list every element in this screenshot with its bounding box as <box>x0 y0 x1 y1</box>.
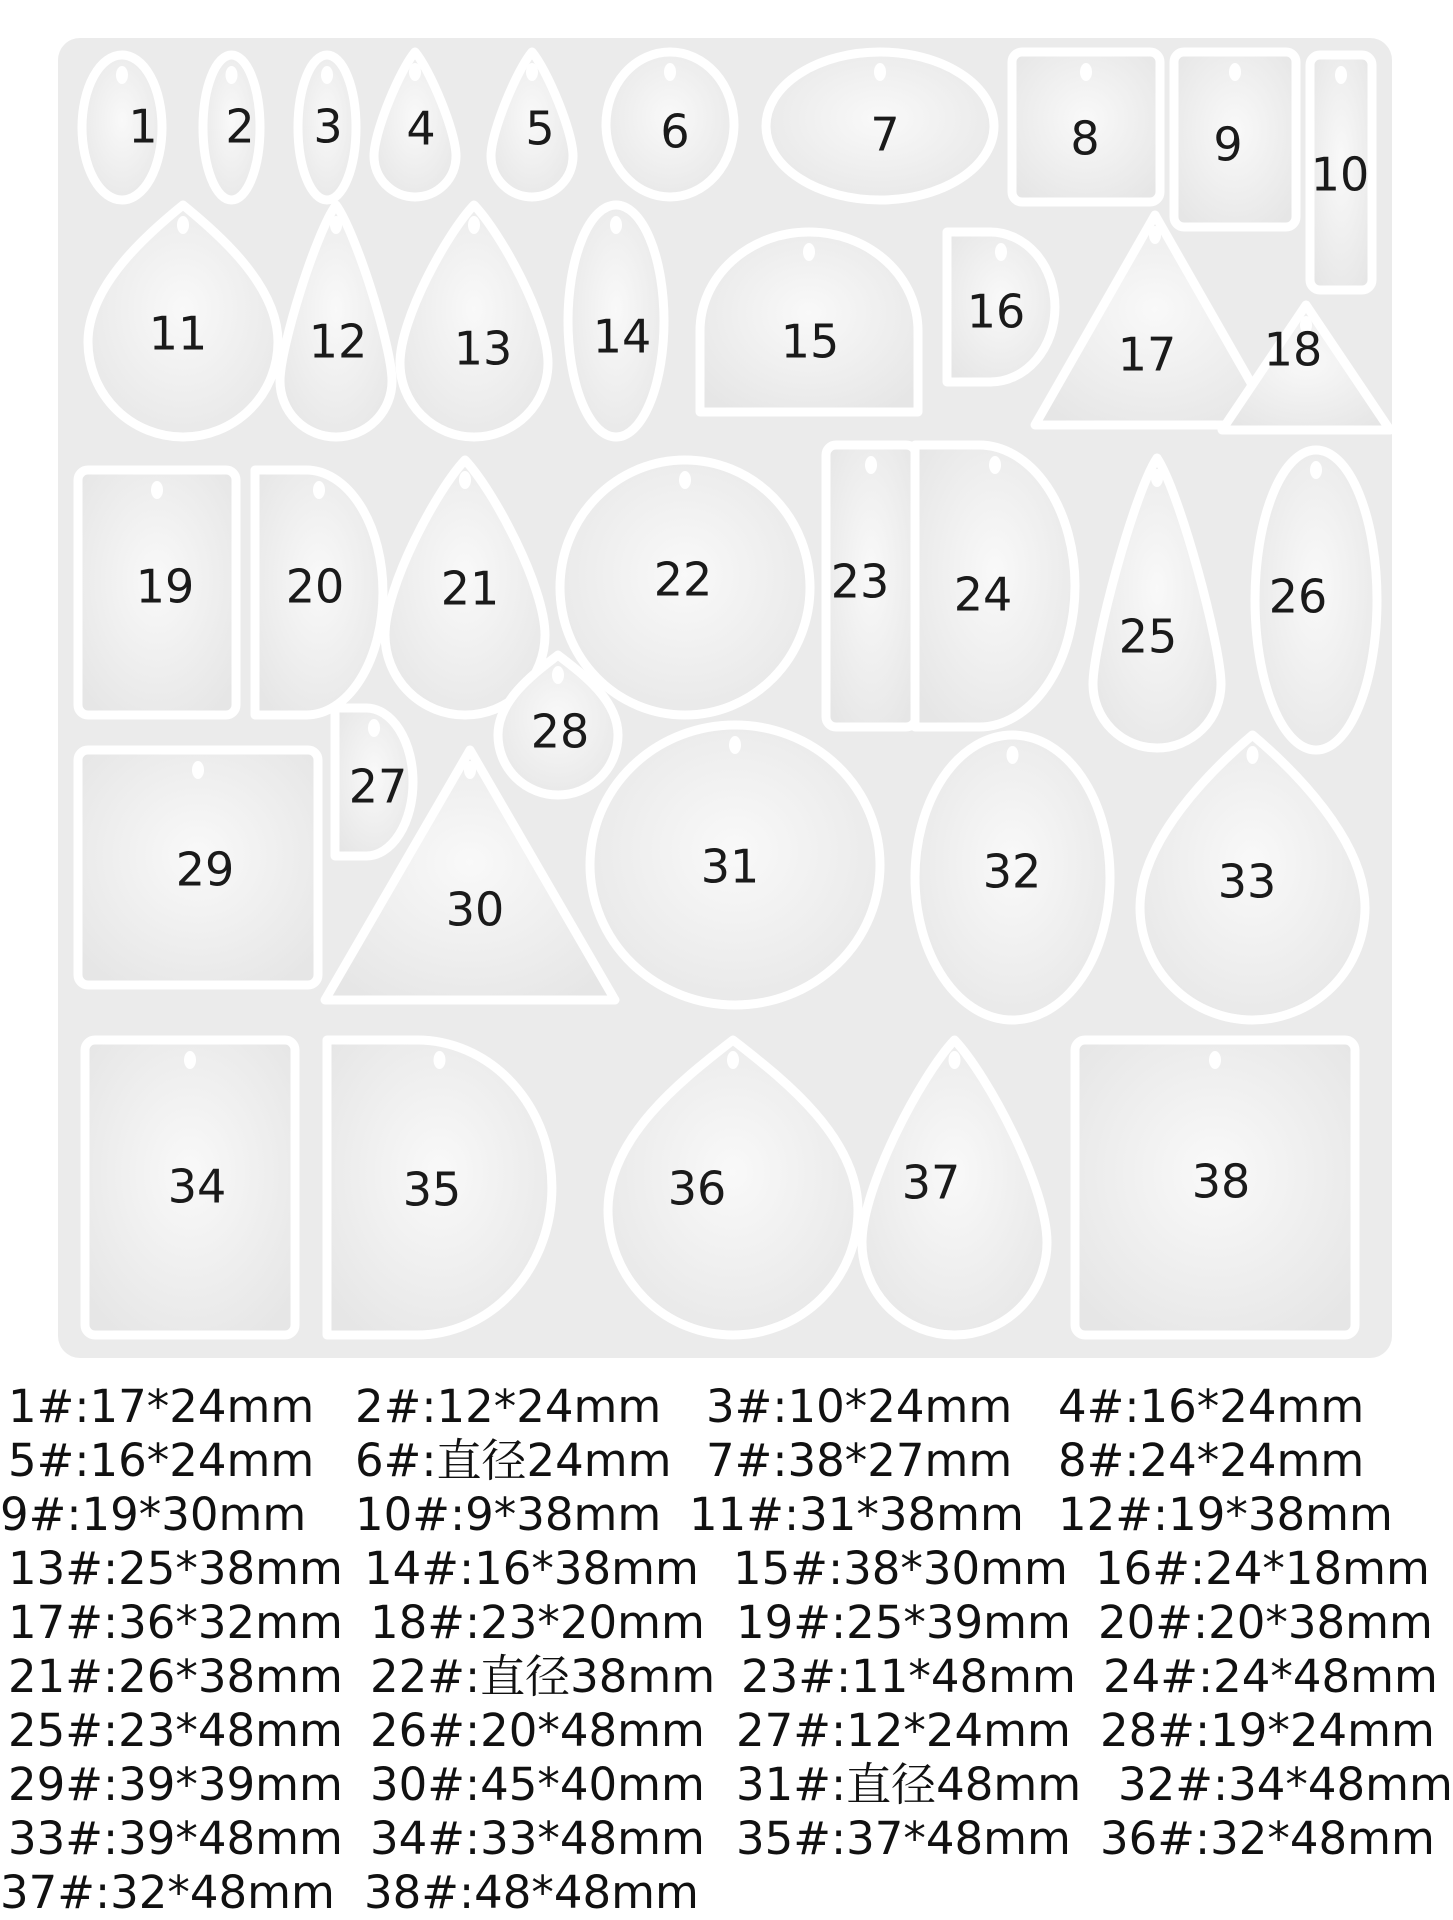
cavity-6 <box>606 52 734 197</box>
spec-item: 11#:31*38mm <box>689 1488 1024 1541</box>
cavity-2 <box>203 55 260 200</box>
cavity-3 <box>298 55 356 200</box>
spec-item: 28#:19*24mm <box>1100 1704 1435 1757</box>
spec-item: 35#:37*48mm <box>736 1812 1071 1865</box>
hanging-hole <box>865 456 877 474</box>
hanging-hole <box>679 471 691 489</box>
spec-item: 9#:19*30mm <box>0 1488 307 1541</box>
cavity-number: 14 <box>592 309 652 364</box>
hanging-hole <box>727 1051 739 1069</box>
hanging-hole <box>803 243 815 261</box>
hanging-hole <box>1310 461 1322 479</box>
spec-item: 18#:23*20mm <box>370 1596 705 1649</box>
hanging-hole <box>1335 66 1347 84</box>
hanging-hole <box>226 66 238 84</box>
spec-item: 16#:24*18mm <box>1095 1542 1430 1595</box>
cavity-31 <box>590 725 880 1005</box>
cavity-number: 33 <box>1217 854 1277 909</box>
spec-item: 21#:26*38mm <box>8 1650 343 1703</box>
cavity-number: 11 <box>148 306 208 361</box>
spec-item: 20#:20*38mm <box>1098 1596 1433 1649</box>
spec-item: 6#:直径24mm <box>355 1434 672 1487</box>
hanging-hole <box>1151 469 1163 487</box>
cavity-24 <box>915 445 1075 727</box>
cavity-20 <box>255 470 383 715</box>
cavity-38 <box>1075 1040 1355 1335</box>
spec-item: 38#:48*48mm <box>364 1866 699 1919</box>
hanging-hole <box>995 243 1007 261</box>
cavity-35 <box>327 1040 552 1335</box>
cavity-number: 27 <box>348 759 408 814</box>
hanging-hole <box>874 63 886 81</box>
cavity-number: 18 <box>1263 322 1323 377</box>
hanging-hole <box>1247 746 1259 764</box>
spec-item: 15#:38*30mm <box>733 1542 1068 1595</box>
hanging-hole <box>409 63 421 81</box>
spec-item: 32#:34*48mm <box>1118 1758 1453 1811</box>
hanging-hole <box>610 216 622 234</box>
hanging-hole <box>1229 63 1241 81</box>
hanging-hole <box>526 63 538 81</box>
cavity-number: 23 <box>830 554 890 609</box>
spec-item: 4#:16*24mm <box>1058 1380 1365 1433</box>
spec-item: 26#:20*48mm <box>370 1704 705 1757</box>
cavity-number: 7 <box>870 107 900 162</box>
cavity-27 <box>335 708 413 856</box>
cavity-number: 9 <box>1213 117 1243 172</box>
cavity-number: 30 <box>445 882 505 937</box>
hanging-hole <box>664 63 676 81</box>
hanging-hole <box>459 471 471 489</box>
hanging-hole <box>177 216 189 234</box>
cavity-number: 28 <box>530 704 590 759</box>
cavity-number: 38 <box>1191 1154 1251 1209</box>
spec-item: 22#:直径38mm <box>370 1650 716 1703</box>
spec-item: 8#:24*24mm <box>1058 1434 1365 1487</box>
cavity-23 <box>826 445 916 727</box>
spec-item: 5#:16*24mm <box>8 1434 315 1487</box>
cavity-number: 31 <box>700 839 760 894</box>
cavity-number: 8 <box>1070 111 1100 166</box>
spec-item: 37#:32*48mm <box>0 1866 335 1919</box>
hanging-hole <box>989 456 1001 474</box>
cavity-number: 17 <box>1117 327 1177 382</box>
spec-item: 36#:32*48mm <box>1100 1812 1435 1865</box>
spec-item: 2#:12*24mm <box>355 1380 662 1433</box>
cavity-number: 32 <box>982 844 1042 899</box>
spec-item: 23#:11*48mm <box>741 1650 1076 1703</box>
spec-item: 1#:17*24mm <box>8 1380 315 1433</box>
cavity-number: 35 <box>402 1162 462 1217</box>
cavity-number: 37 <box>901 1155 961 1210</box>
cavity-22 <box>560 460 810 715</box>
hanging-hole <box>729 736 741 754</box>
cavity-number: 4 <box>406 101 436 156</box>
cavity-number: 6 <box>660 104 690 159</box>
cavity-34 <box>85 1040 295 1335</box>
cavity-number: 16 <box>966 284 1026 339</box>
hanging-hole <box>464 761 476 779</box>
cavity-number: 12 <box>308 314 368 369</box>
hanging-hole <box>1149 226 1161 244</box>
spec-item: 13#:25*38mm <box>8 1542 343 1595</box>
cavity-number: 1 <box>128 99 158 154</box>
cavity-14 <box>568 205 664 437</box>
cavity-26 <box>1255 450 1377 750</box>
cavity-number: 22 <box>653 552 713 607</box>
hanging-hole <box>151 481 163 499</box>
cavity-19 <box>78 470 236 715</box>
spec-item: 24#:24*48mm <box>1103 1650 1438 1703</box>
cavity-32 <box>915 735 1110 1020</box>
cavity-number: 25 <box>1118 609 1178 664</box>
hanging-hole <box>949 1051 961 1069</box>
hanging-hole <box>552 666 564 684</box>
spec-item: 31#:直径48mm <box>736 1758 1082 1811</box>
spec-item: 30#:45*40mm <box>370 1758 705 1811</box>
cavity-number: 15 <box>780 314 840 369</box>
cavity-number: 36 <box>667 1161 727 1216</box>
spec-item: 7#:38*27mm <box>706 1434 1013 1487</box>
cavity-1 <box>82 55 162 200</box>
hanging-hole <box>468 216 480 234</box>
spec-item: 27#:12*24mm <box>736 1704 1071 1757</box>
spec-item: 34#:33*48mm <box>370 1812 705 1865</box>
cavity-number: 20 <box>285 559 345 614</box>
cavity-number: 19 <box>135 559 195 614</box>
cavity-10 <box>1310 55 1372 290</box>
cavity-7 <box>766 52 994 200</box>
cavity-number: 3 <box>313 99 343 154</box>
hanging-hole <box>184 1051 196 1069</box>
hanging-hole <box>116 66 128 84</box>
cavity-number: 13 <box>453 321 513 376</box>
cavity-number: 34 <box>167 1159 227 1214</box>
cavity-29 <box>78 750 318 985</box>
cavity-number: 10 <box>1310 147 1370 202</box>
hanging-hole <box>321 66 333 84</box>
cavity-number: 29 <box>175 842 235 897</box>
spec-item: 10#:9*38mm <box>355 1488 662 1541</box>
spec-item: 3#:10*24mm <box>706 1380 1013 1433</box>
spec-item: 25#:23*48mm <box>8 1704 343 1757</box>
spec-item: 19#:25*39mm <box>736 1596 1071 1649</box>
spec-item: 29#:39*39mm <box>8 1758 343 1811</box>
cavity-number: 5 <box>525 101 555 156</box>
spec-item: 12#:19*38mm <box>1058 1488 1393 1541</box>
hanging-hole <box>313 481 325 499</box>
cavity-15 <box>700 232 918 412</box>
hanging-hole <box>368 719 380 737</box>
hanging-hole <box>1007 746 1019 764</box>
cavity-9 <box>1174 52 1296 227</box>
spec-item: 17#:36*32mm <box>8 1596 343 1649</box>
cavity-16 <box>947 232 1055 382</box>
cavity-number: 2 <box>225 99 255 154</box>
hanging-hole <box>330 216 342 234</box>
hanging-hole <box>434 1051 446 1069</box>
cavity-number: 24 <box>953 567 1013 622</box>
size-specification-list <box>0 1362 1453 1920</box>
spec-item: 33#:39*48mm <box>8 1812 343 1865</box>
cavity-8 <box>1012 52 1160 202</box>
cavity-number: 26 <box>1268 569 1328 624</box>
spec-item: 14#:16*38mm <box>364 1542 699 1595</box>
cavity-number: 21 <box>440 561 500 616</box>
hanging-hole <box>192 761 204 779</box>
hanging-hole <box>1080 63 1092 81</box>
hanging-hole <box>1209 1051 1221 1069</box>
